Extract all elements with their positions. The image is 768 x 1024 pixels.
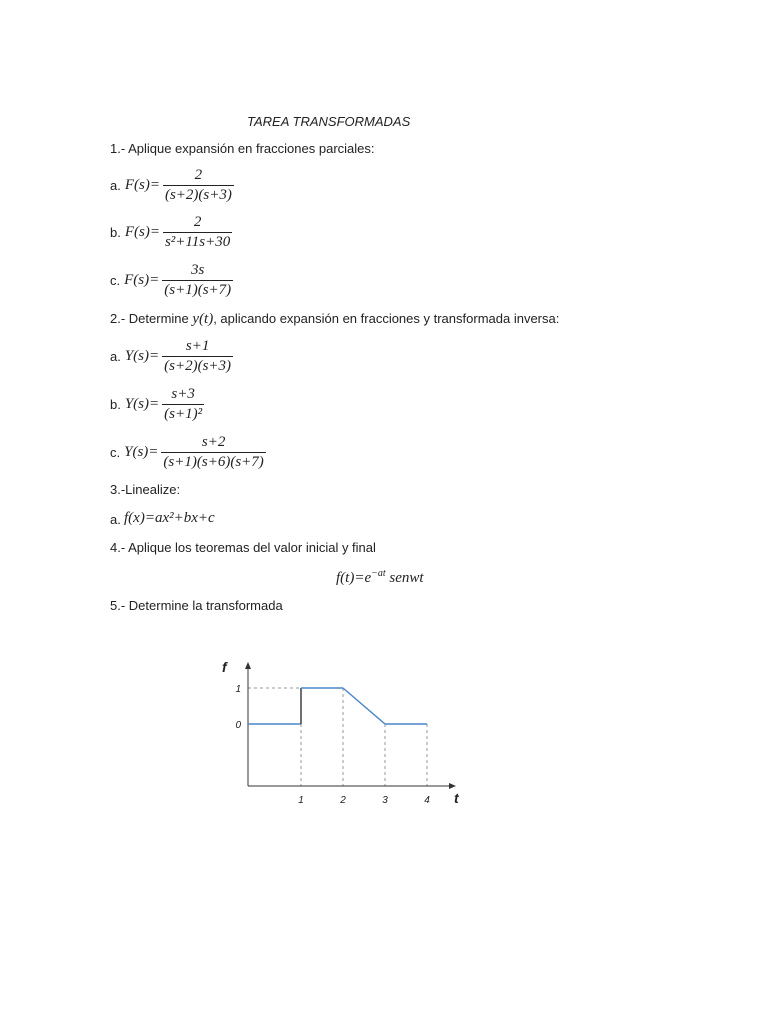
x-axis-arrow [449, 783, 456, 789]
piecewise-chart [0, 650, 768, 850]
fraction [163, 214, 232, 251]
q1-item-c [110, 262, 233, 299]
x-tick-label: 3 [382, 795, 388, 806]
numerator: 3s [191, 262, 205, 278]
y-axis-label: f [222, 659, 227, 675]
q2-item-label: c. [110, 445, 121, 460]
q3-prompt: 3.-Linealize: [110, 482, 181, 497]
q2-item-b [110, 386, 204, 423]
q2-prompt-post: , aplicando expansión en fracciones y transformada inversa: [213, 311, 560, 326]
fraction [162, 262, 233, 299]
fraction [162, 338, 233, 375]
denominator: (s+1)² [164, 406, 203, 422]
q2-item-lhs: Y(s)= [124, 396, 160, 412]
denominator: s²+11s+30 [164, 234, 231, 250]
q5-prompt: 5.- Determine la transformada [110, 598, 283, 613]
q4-expr-pre: f(t)=e [336, 570, 372, 586]
q2-item-lhs: Y(s)= [124, 348, 160, 364]
q1-item-lhs: F(s)= [124, 177, 160, 193]
q3-expression: f(x)=ax²+bx+c [124, 510, 215, 526]
series-segment [343, 688, 385, 724]
q1-prompt: 1.- Aplique expansión en fracciones parciales: [110, 141, 375, 156]
chart-guides [248, 688, 427, 786]
denominator: (s+1)(s+7) [164, 282, 232, 298]
fraction [162, 386, 204, 423]
numerator: 2 [194, 167, 203, 183]
q2-prompt-var: y(t) [192, 311, 214, 327]
q3-item-label: a. [110, 512, 121, 527]
q4-expr-post: senwt [385, 570, 424, 586]
q2-item-label: a. [110, 349, 121, 364]
q2-prompt [110, 311, 559, 327]
q1-item-a [110, 167, 234, 204]
x-tick-label: 2 [340, 795, 346, 806]
q4-prompt: 4.- Aplique los teoremas del valor inicial y final [110, 540, 376, 555]
q2-prompt-pre: 2.- Determine [110, 311, 189, 326]
q2-item-lhs: Y(s)= [124, 444, 159, 460]
denominator: (s+1)(s+6)(s+7) [163, 454, 264, 470]
q1-item-lhs: F(s)= [124, 272, 160, 288]
numerator: 2 [193, 214, 202, 230]
q4-expr-sup: −at [371, 568, 386, 579]
y-tick-label: 1 [235, 684, 241, 695]
chart-series [248, 688, 427, 724]
q2-item-label: b. [110, 397, 121, 412]
denominator: (s+2)(s+3) [164, 358, 232, 374]
numerator: s+2 [201, 434, 226, 450]
page-title: TAREA TRANSFORMADAS [247, 114, 411, 129]
q2-item-c [110, 434, 266, 471]
numerator: s+1 [185, 338, 210, 354]
x-tick-label: 4 [424, 795, 430, 806]
x-tick-label: 1 [298, 795, 304, 806]
denominator: (s+2)(s+3) [164, 187, 232, 203]
chart-axes [245, 662, 456, 789]
fraction [163, 167, 234, 204]
x-axis-label: t [454, 790, 459, 806]
chart-ticks [235, 684, 430, 806]
q1-item-label: c. [110, 273, 121, 288]
numerator: s+3 [171, 386, 195, 402]
y-tick-label: 0 [235, 720, 241, 731]
fraction [161, 434, 265, 471]
q1-item-b [110, 214, 232, 251]
y-axis-arrow [245, 662, 251, 669]
q1-item-lhs: F(s)= [124, 224, 160, 240]
q1-item-label: b. [110, 225, 121, 240]
q4-expression [336, 568, 424, 587]
q2-item-a [110, 338, 233, 375]
q1-item-label: a. [110, 178, 121, 193]
